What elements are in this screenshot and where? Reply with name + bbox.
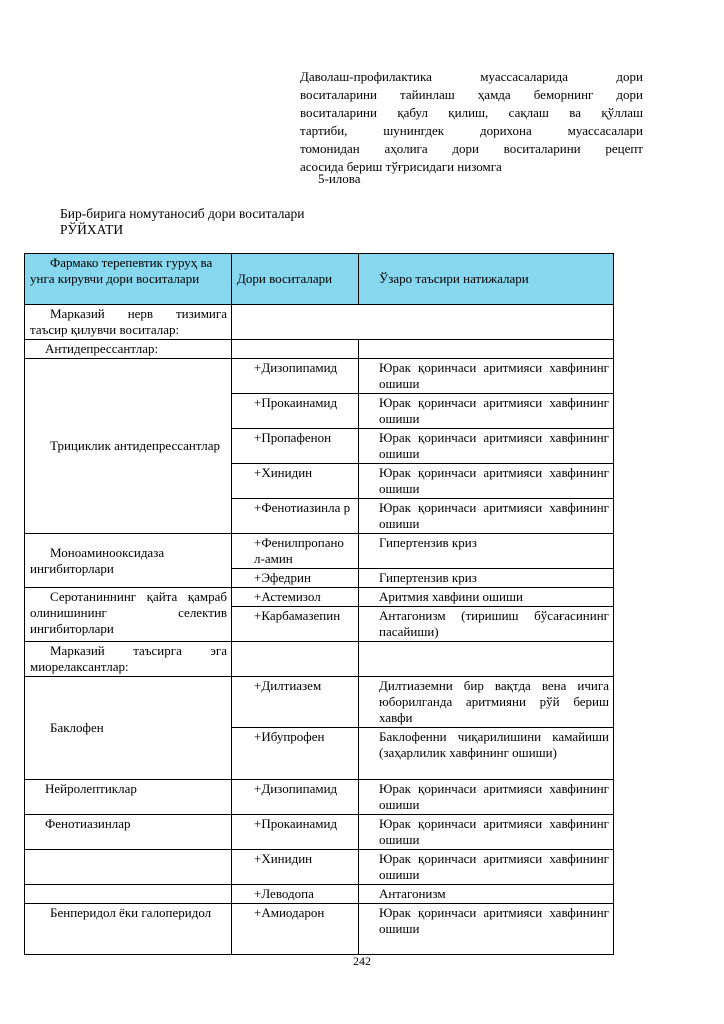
table-row <box>25 815 614 850</box>
section-benperidol: Бенперидол ёки галоперидол <box>25 904 232 955</box>
section-tricyclic: Трициклик антидепрессантлар <box>25 359 232 534</box>
drug-carbamazepine: +Карбамазепин <box>232 607 359 642</box>
header-line-4: тартиби, шунингдек дорихона муассасалари <box>300 123 643 138</box>
header-line-1: Даволаш-профилактика муассасаларида дори <box>300 69 643 84</box>
table-row <box>25 850 614 885</box>
effect-cell: Гипертензив криз <box>359 534 614 569</box>
regulation-header <box>300 68 643 186</box>
empty-cell <box>25 885 232 904</box>
table-row <box>25 534 614 569</box>
section-phenothiazines: Фенотиазинлар <box>25 815 232 850</box>
empty-cell <box>232 340 359 359</box>
table-row <box>25 642 614 677</box>
effect-cell: Юрак қоринчаси аритмияси хавфининг ошиши <box>359 850 614 885</box>
annex-label: 5-илова <box>318 171 361 186</box>
table-row <box>25 305 614 340</box>
effect-cell: Юрак қоринчаси аритмияси хавфининг ошиши <box>359 904 614 955</box>
drug-procainamide: +Прокаинамид <box>232 394 359 429</box>
page-number: 242 <box>353 954 371 968</box>
section-muscle-relaxants: Марказий таъсирга эга миорелаксантлар: <box>25 642 232 677</box>
header-drugs: Дори воситалари <box>232 254 359 305</box>
drug-quinidine-2: +Хинидин <box>232 850 359 885</box>
drug-amiodarone: +Амиодарон <box>232 904 359 955</box>
header-line-5: томонидан аҳолига дори воситаларини рецепт <box>300 141 643 156</box>
section-ssri: Серотаниннинг қайта қамраб олинишининг селектив ингибиторлари <box>25 588 232 642</box>
document-title <box>60 206 304 238</box>
drug-phenothiazines: +Фенотиазинла р <box>232 499 359 534</box>
effect-cell: Юрак қоринчаси аритмияси хавфининг ошиши <box>359 464 614 499</box>
drug-propafenone: +Пропафенон <box>232 429 359 464</box>
effect-cell: Антагонизм (тиришиш бўсағасининг пасайиши) <box>359 607 614 642</box>
header-line-2: воситаларини тайинлаш ҳамда беморнинг дори <box>300 87 643 102</box>
empty-cell <box>232 305 614 340</box>
drug-disopyramide: +Дизопипамид <box>232 359 359 394</box>
section-cns: Марказий нерв тизимига таъсир қилувчи воситалар: <box>25 305 232 340</box>
drug-procainamide-2: +Прокаинамид <box>232 815 359 850</box>
table-header-row <box>25 254 614 305</box>
header-effects: Ўзаро таъсири натижалари <box>359 254 614 305</box>
header-line-6: асосида бериш тўғрисидаги низомга <box>300 159 502 174</box>
header-line-3: воситаларини қабул қилиш, сақлаш ва қўллаш <box>300 105 643 120</box>
section-mao: Моноаминооксидаза ингибиторлари <box>25 534 232 588</box>
drug-disopyramide-2: +Дизопипамид <box>232 780 359 815</box>
table-row <box>25 885 614 904</box>
empty-cell <box>232 642 359 677</box>
drug-phenylpropanolamine: +Фенилпропано л-амин <box>232 534 359 569</box>
empty-cell <box>25 850 232 885</box>
table-row <box>25 677 614 728</box>
section-neuroleptics: Нейролептиклар <box>25 780 232 815</box>
effect-cell: Гипертензив криз <box>359 569 614 588</box>
effect-cell: Юрак қоринчаси аритмияси хавфининг ошиши <box>359 499 614 534</box>
effect-cell: Юрак қоринчаси аритмияси хавфининг ошиши <box>359 429 614 464</box>
table-row <box>25 359 614 394</box>
effect-cell: Баклофенни чиқарилишини камайиши (заҳарлилик хавфининг ошиши) <box>359 728 614 780</box>
empty-cell <box>359 340 614 359</box>
title-line-2: РЎЙХАТИ <box>60 222 124 237</box>
table-row <box>25 588 614 607</box>
empty-cell <box>359 642 614 677</box>
table-row <box>25 340 614 359</box>
drug-diltiazem: +Дилтиазем <box>232 677 359 728</box>
drug-ibuprofen: +Ибупрофен <box>232 728 359 780</box>
table-row <box>25 904 614 955</box>
effect-cell: Аритмия хавфини ошиши <box>359 588 614 607</box>
effect-cell: Антагонизм <box>359 885 614 904</box>
drug-quinidine: +Хинидин <box>232 464 359 499</box>
title-line-1: Бир-бирига номутаносиб дори воситалари <box>60 206 305 221</box>
section-antidepressants: Антидепрессантлар: <box>25 340 232 359</box>
effect-cell: Юрак қоринчаси аритмияси хавфининг ошиши <box>359 394 614 429</box>
effect-cell: Юрак қоринчаси аритмияси хавфининг ошиши <box>359 359 614 394</box>
drug-levodopa: +Леводопа <box>232 885 359 904</box>
table-row <box>25 780 614 815</box>
drug-ephedrine: +Эфедрин <box>232 569 359 588</box>
effect-cell: Дилтиаземни бир вақтда вена ичига юборилганда аритмияни рўй бериш хавфи <box>359 677 614 728</box>
drug-astemizole: +Астемизол <box>232 588 359 607</box>
header-group: Фармако терепевтик гуруҳ ва унга кирувчи дори воситалари <box>25 254 232 305</box>
effect-cell: Юрак қоринчаси аритмияси хавфининг ошиши <box>359 815 614 850</box>
section-baclofen: Баклофен <box>25 677 232 780</box>
effect-cell: Юрак қоринчаси аритмияси хавфининг ошиши <box>359 780 614 815</box>
incompatibility-table <box>24 253 614 955</box>
